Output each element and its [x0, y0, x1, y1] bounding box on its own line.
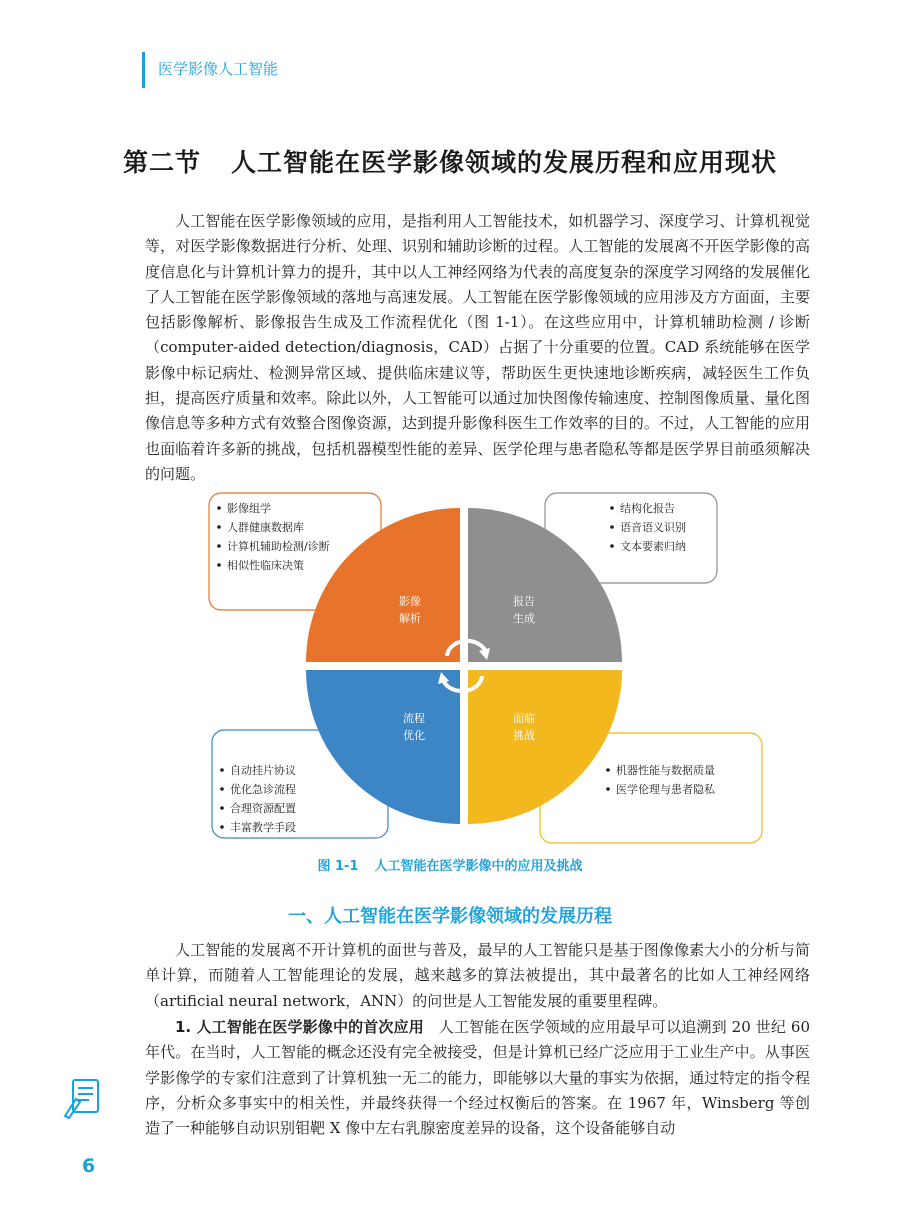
- header-accent-bar: [142, 52, 145, 88]
- notes-icon: [62, 1077, 102, 1119]
- quadrant-label-report-2: 生成: [513, 612, 535, 625]
- first-application-text: 人工智能在医学领域的应用最早可以追溯到 20 世纪 60 年代。在当时，人工智能的概念还没有完全被接受，但是计算机已经广泛应用于工业生产中。从事医学影像学的专家们注意到了计算机独一无二的能力，即能够以大量的事实为依据，通过特定的指令程序，分析众多事实中的相关性，并最终获得一个经过权衡后的答案。在 1967 年，Winsberg 等创造了一种能够自动识别钼靶 X 像中左右乳腺密度差异的设备，这个设备能够自动: [145, 1018, 811, 1138]
- bullet-dot: [220, 787, 224, 791]
- section-title-text: 人工智能在医学影像领域的发展历程和应用现状: [231, 148, 778, 177]
- box-item: 结构化报告: [620, 502, 675, 515]
- history-paragraph: 人工智能的发展离不开计算机的面世与普及，最早的人工智能只是基于图像像素大小的分析与简单计算，而随着人工智能理论的发展，越来越多的算法被提出，其中最著名的比如人工神经网络（artificial neural network，ANN）的问世是人工智能发展的重要里程碑。: [145, 941, 810, 1010]
- bullet-dot: [610, 525, 614, 529]
- box-item: 影像组学: [227, 502, 271, 515]
- bullet-dot: [217, 563, 221, 567]
- bullet-dot: [217, 544, 221, 548]
- quadrant-label-workflow-1: 流程: [403, 712, 425, 725]
- running-header-title: 医学影像人工智能: [158, 60, 279, 78]
- bullet-dot: [610, 544, 614, 548]
- section-number: 第二节: [122, 148, 201, 177]
- box-item: 自动挂片协议: [230, 764, 296, 777]
- page-number: 6: [82, 1155, 96, 1177]
- bullet-dot: [610, 506, 614, 510]
- box-item: 丰富教学手段: [230, 821, 296, 834]
- first-application-lead: 1. 人工智能在医学影像中的首次应用: [175, 1018, 424, 1036]
- figure-number: 图 1-1: [317, 859, 359, 874]
- quadrant-label-workflow-2: 优化: [403, 729, 425, 742]
- box-item: 文本要素归纳: [620, 540, 686, 553]
- box-item: 优化急诊流程: [230, 783, 296, 796]
- bullet-dot: [606, 787, 610, 791]
- quadrant-label-imaging-1: 影像: [399, 595, 421, 608]
- box-item: 合理资源配置: [230, 802, 296, 815]
- bullet-dot: [220, 825, 224, 829]
- subsection-title: 一、人工智能在医学影像领域的发展历程: [288, 906, 612, 927]
- figure-diagram: [200, 490, 770, 850]
- box-item: 计算机辅助检测/诊断: [227, 540, 330, 553]
- intro-paragraph: 人工智能在医学影像领域的应用，是指利用人工智能技术，如机器学习、深度学习、计算机视觉等，对医学影像数据进行分析、处理、识别和辅助诊断的过程。人工智能的发展离不开医学影像的高度信息化与计算机计算力的提升，其中以人工神经网络为代表的高度复杂的深度学习网络的发展催化了人工智能在医学影像领域的落地与高速发展。人工智能在医学影像领域的应用涉及方方面面，主要包括影像解析、影像报告生成及工作流程优化（图 1-1）。在这些应用中，计算机辅助检测 / 诊断（computer-aided detection/diagnosis，CAD）占据了十分重要的位置。CAD 系统能够在医学影像中标记病灶、检测异常区域、提供临床建议等，帮助医生更快速地诊断疾病，减轻医生工作负担，提高医疗质量和效率。除此以外，人工智能可以通过加快图像传输速度、控制图像质量、量化图像信息等多种方式有效整合图像资源，达到提升影像科医生工作效率的目的。不过，人工智能的应用也面临着许多新的挑战，包括机器模型性能的差异、医学伦理与患者隐私等都是医学界目前亟须解决的问题。: [145, 212, 810, 483]
- figure-caption: [0, 855, 900, 874]
- box-item: 相似性临床决策: [227, 559, 304, 572]
- bullet-dot: [606, 768, 610, 772]
- quadrant-label-report-1: 报告: [513, 595, 535, 608]
- quadrant-label-imaging-2: 解析: [399, 612, 421, 625]
- box-item: 医学伦理与患者隐私: [616, 783, 715, 796]
- bullet-dot: [220, 768, 224, 772]
- quadrant-label-challenge-1: 面临: [513, 712, 535, 725]
- box-item: 机器性能与数据质量: [616, 764, 715, 777]
- bullet-dot: [217, 506, 221, 510]
- box-item: 语音语义识别: [620, 521, 686, 534]
- quadrant-label-challenge-2: 挑战: [513, 729, 535, 742]
- box-item: 人群健康数据库: [227, 521, 304, 534]
- bullet-dot: [217, 525, 221, 529]
- first-application-paragraph: [145, 1015, 810, 1141]
- bullet-dot: [220, 806, 224, 810]
- figure-caption-text: 人工智能在医学影像中的应用及挑战: [374, 859, 583, 874]
- section-title: [0, 143, 900, 179]
